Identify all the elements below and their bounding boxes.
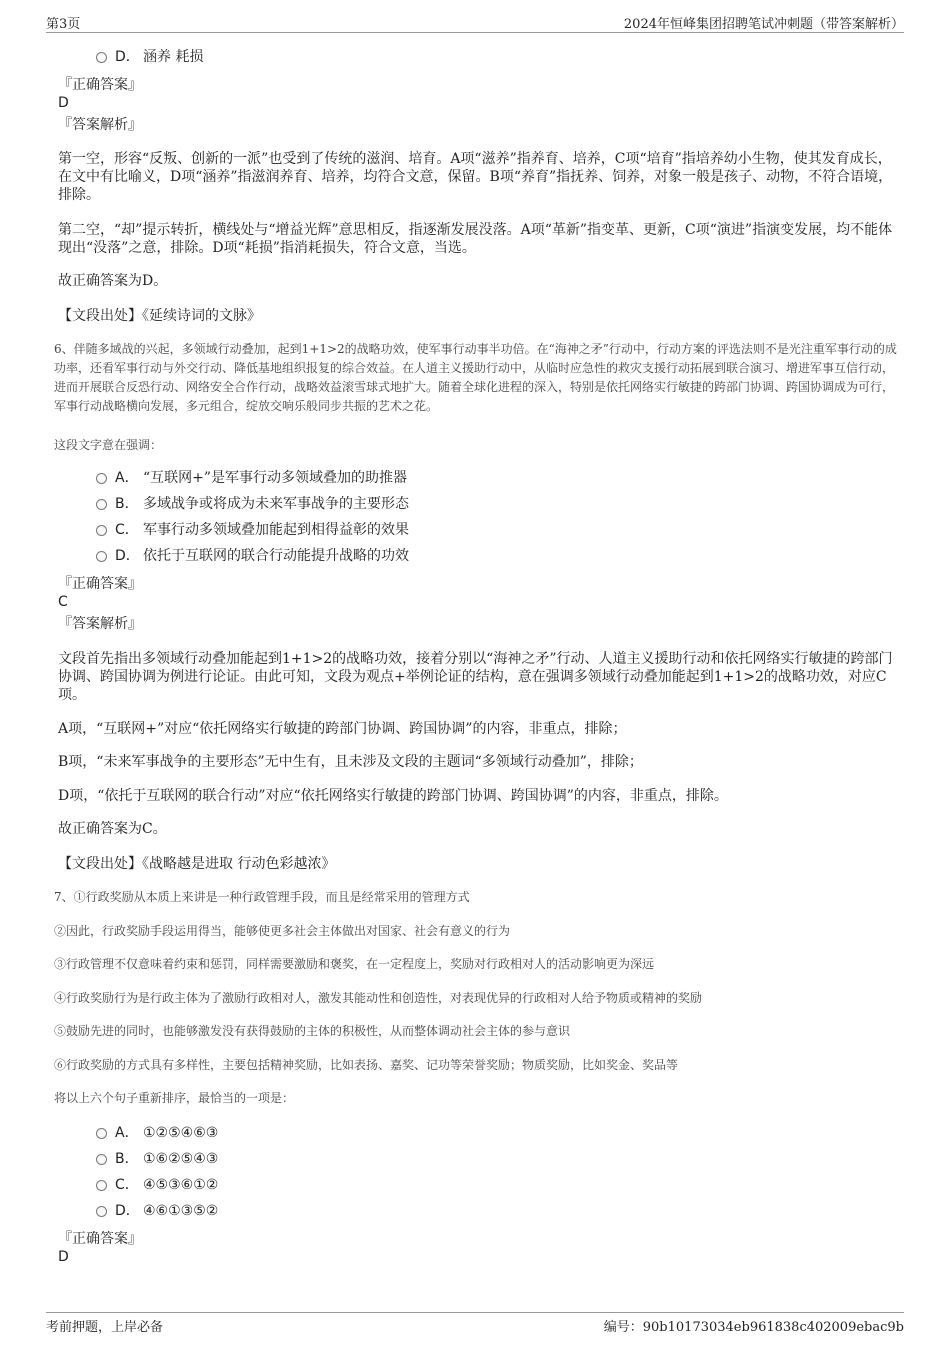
q5-analysis-paragraph-1: 第一空，形容“反叛、创新的一派”也受到了传统的滋润、培育。A项“滋养”指养育、培养，C项“培育”指培养幼小生物，使其发育成长，在文中有比喻义，D项“涵养”指滋润养育、培养，均符合文意，保留。B项“养育”指抚养、饲养，对象一般是孩子、动物，不符合语境，排除。	[58, 151, 893, 203]
q6-prompt: 这段文字意在强调：	[54, 438, 163, 452]
q6-options	[96, 465, 409, 569]
radio-icon[interactable]	[96, 52, 107, 63]
radio-icon[interactable]	[96, 1154, 107, 1165]
q7-answer-label: 『正确答案』	[58, 1231, 142, 1247]
q7-sentence-4: ④行政奖励行为是行政主体为了激励行政相对人，激发其能动性和创造性，对表现优异的行政相对人给予物质或精神的奖励	[54, 991, 703, 1005]
radio-icon[interactable]	[96, 1206, 107, 1217]
q7-sentence-6: ⑥行政奖励的方式具有多样性，主要包括精神奖励，比如表扬、嘉奖、记功等荣誉奖励；物质奖励，比如奖金、奖品等	[54, 1058, 679, 1072]
q6-source: 【文段出处】《战略越是进取 行动色彩越浓》	[58, 856, 336, 872]
q6-option-d[interactable]: D． 依托于互联网的联合行动能提升战略的功效	[96, 543, 409, 569]
radio-icon[interactable]	[96, 525, 107, 536]
q6-stem: 6、伴随多域战的兴起，多领域行动叠加，起到1+1>2的战略功效，使军事行动事半功倍。在“海神之矛”行动中，行动方案的评选法则不是光注重军事行动的成功率，还看军事行动与外交行动、降低基地组织报复的综合效益。在人道主义援助行动中，从临时应急性的救灾支援行动拓展到联合演习、增进军事互信行动，进而开展联合反恐行动、网络安全合作行动，战略效益滚雪球式地扩大。随着全球化进程的深入，特别是依托网络实行敏捷的跨部门协调、跨国协调成为可行，军事行动战略横向发展，多元组合，绽放交响乐般同步共振的艺术之花。	[54, 342, 897, 413]
q7-sentence-5: ⑤鼓励先进的同时，也能够激发没有获得鼓励的主体的积极性，从而整体调动社会主体的参与意识	[54, 1024, 571, 1038]
q6-analysis-paragraph-4: D项，“依托于互联网的联合行动”对应“依托网络实行敏捷的跨部门协调、跨国协调”的内容，非重点，排除。	[58, 788, 728, 804]
q5-answer: D	[58, 95, 69, 111]
radio-icon[interactable]	[96, 499, 107, 510]
footer-slogan: 考前押题，上岸必备	[46, 1320, 164, 1335]
q7-answer: D	[58, 1249, 69, 1265]
q5-analysis-paragraph-2: 第二空，“却”提示转折，横线处与“增益光辉”意思相反，指逐渐发展没落。A项“革新”指变革、更新，C项“演进”指演变发展，均不能体现出“没落”之意，排除。D项“耗损”指消耗损失，符合文意，当选。	[58, 222, 893, 256]
q6-option-b[interactable]: B． 多域战争或将成为未来军事战争的主要形态	[96, 491, 409, 517]
page-number: 第3页	[46, 17, 81, 32]
q6-analysis-paragraph-3: B项，“未来军事战争的主要形态”无中生有，且未涉及文段的主题词“多领域行动叠加”，排除；	[58, 754, 643, 770]
q5-options	[96, 44, 203, 70]
q5-answer-label: 『正确答案』	[58, 77, 142, 93]
document-title: 2024年恒峰集团招聘笔试冲刺题（带答案解析）	[623, 17, 904, 32]
radio-icon[interactable]	[96, 1128, 107, 1139]
q6-conclusion: 故正确答案为C。	[58, 821, 167, 837]
radio-icon[interactable]	[96, 1180, 107, 1191]
radio-icon[interactable]	[96, 551, 107, 562]
q6-option-a[interactable]: A． “互联网+”是军事行动多领域叠加的助推器	[96, 465, 409, 491]
q7-option-a[interactable]: A． ①②⑤④⑥③	[96, 1120, 218, 1146]
page-header	[46, 10, 904, 33]
q6-answer: C	[58, 594, 68, 610]
document-code: 编号：90b10173034eb961838c402009ebac9b	[603, 1320, 904, 1335]
q7-option-c[interactable]: C． ④⑤③⑥①②	[96, 1172, 218, 1198]
q7-prompt: 将以上六个句子重新排序，最恰当的一项是：	[54, 1091, 295, 1105]
q5-analysis-label: 『答案解析』	[58, 117, 142, 133]
q6-option-c[interactable]: C． 军事行动多领域叠加能起到相得益彰的效果	[96, 517, 409, 543]
q7-sentence-3: ③行政管理不仅意味着约束和惩罚，同样需要激励和褒奖，在一定程度上，奖励对行政相对人的活动影响更为深远	[54, 957, 655, 971]
q7-sentence-2: ②因此，行政奖励手段运用得当，能够使更多社会主体做出对国家、社会有意义的行为	[54, 924, 511, 938]
q5-conclusion: 故正确答案为D。	[58, 273, 168, 289]
q7-sentence-1: 7、①行政奖励从本质上来讲是一种行政管理手段，而且是经常采用的管理方式	[54, 890, 470, 904]
q6-analysis-label: 『答案解析』	[58, 616, 142, 632]
q5-option-d[interactable]: D． 涵养 耗损	[96, 44, 203, 70]
radio-icon[interactable]	[96, 473, 107, 484]
page-footer	[46, 1312, 904, 1339]
q7-option-d[interactable]: D． ④⑥①③⑤②	[96, 1198, 218, 1224]
q6-answer-label: 『正确答案』	[58, 576, 142, 592]
q6-analysis-paragraph-1: 文段首先指出多领域行动叠加能起到1+1>2的战略功效，接着分别以“海神之矛”行动、人道主义援助行动和依托网络实行敏捷的跨部门协调、跨国协调为例进行论证。由此可知，文段为观点+举例论证的结构，意在强调多领域行动叠加能起到1+1>2的战略功效，对应C项。	[58, 651, 893, 703]
q7-option-b[interactable]: B． ①⑥②⑤④③	[96, 1146, 218, 1172]
q7-options	[96, 1120, 218, 1224]
q5-source: 【文段出处】《延续诗词的文脉》	[58, 308, 261, 324]
q6-analysis-paragraph-2: A项，“互联网+”对应“依托网络实行敏捷的跨部门协调、跨国协调”的内容，非重点，排除；	[58, 721, 627, 737]
